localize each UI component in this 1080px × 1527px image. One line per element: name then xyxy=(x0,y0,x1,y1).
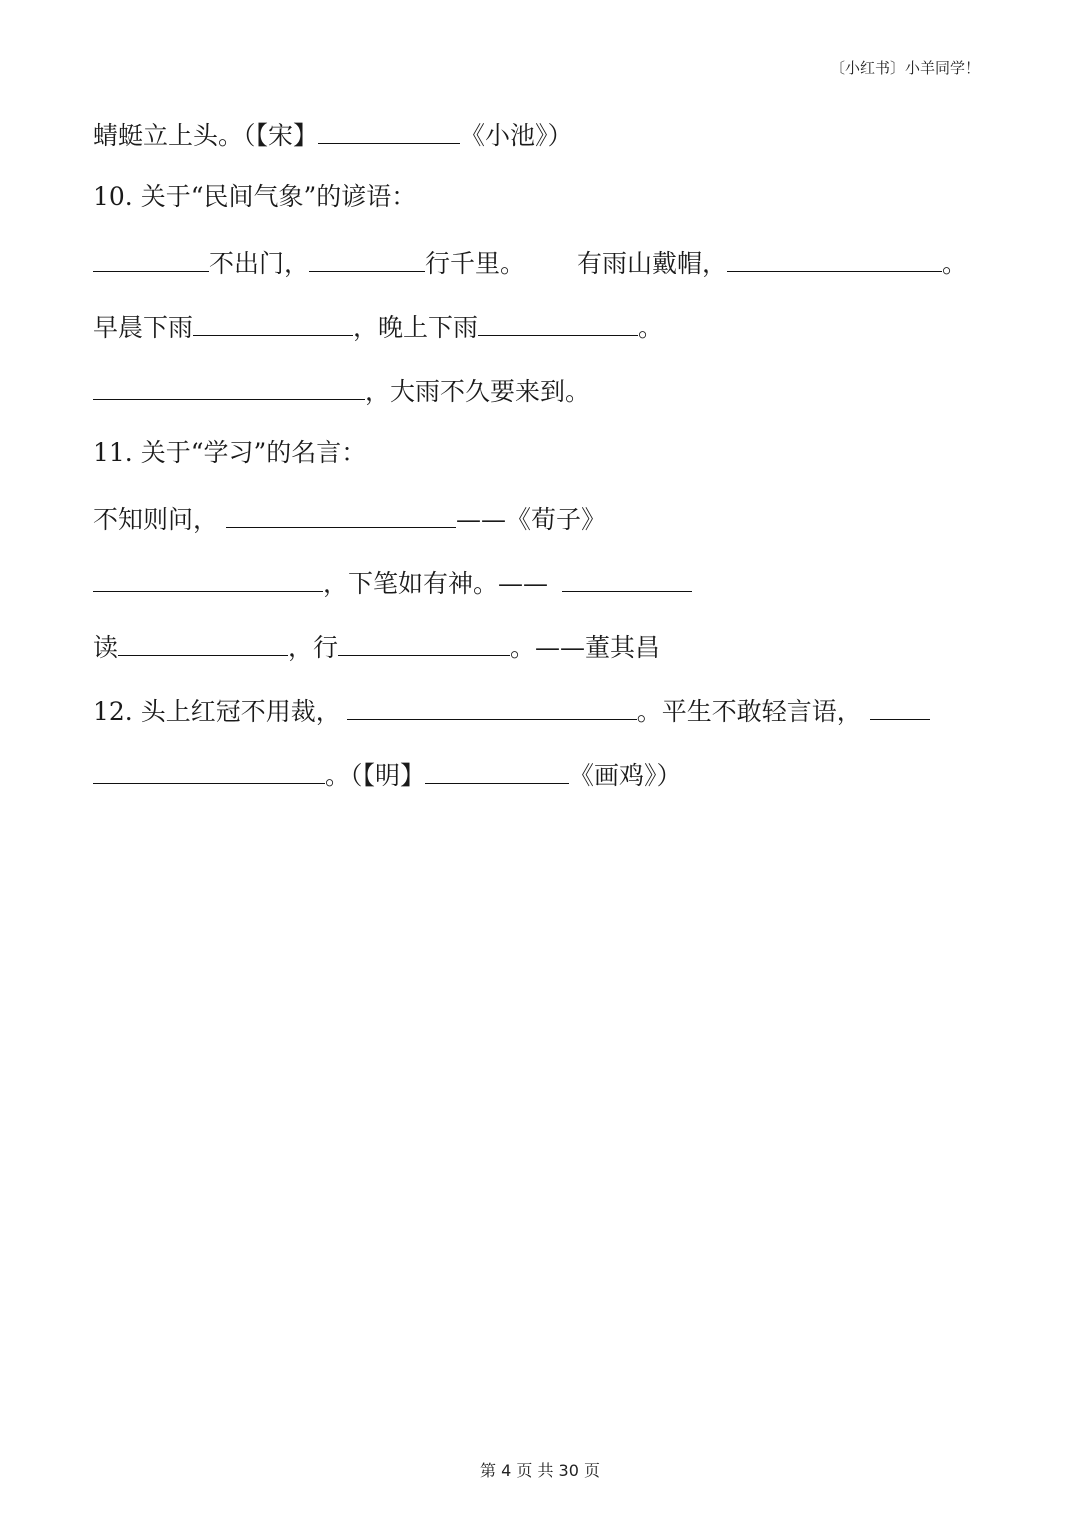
page-header-brand: 〔小红书〕小羊同学！ xyxy=(829,59,980,77)
answer-blank[interactable] xyxy=(226,497,456,528)
text-segment: 《小池》） xyxy=(460,121,573,150)
text-segment: 。——董其昌 xyxy=(510,633,661,662)
question-12-line xyxy=(93,689,930,729)
text-segment: ，大雨不久要来到。 xyxy=(365,377,591,406)
text-segment: 行千里。 xyxy=(425,249,526,278)
line-proverb-3 xyxy=(93,369,590,409)
answer-blank[interactable] xyxy=(425,753,569,784)
answer-blank[interactable] xyxy=(309,241,425,272)
line-quote-xunzi xyxy=(93,497,606,537)
text-segment: 蜻蜓立上头。（【宋】 xyxy=(93,121,319,150)
line-poem-xiaochi xyxy=(93,113,573,153)
answer-blank[interactable] xyxy=(347,689,637,720)
answer-blank[interactable] xyxy=(478,305,638,336)
question-heading: 10. 关于“民间气象”的谚语： xyxy=(93,182,417,211)
page-footer-number: 第 4 页 共 30 页 xyxy=(480,1461,600,1480)
text-segment: 不出门， xyxy=(209,249,310,278)
answer-blank[interactable] xyxy=(870,689,930,720)
text-segment: 。（【明】 xyxy=(325,761,426,790)
text-segment: ，下笔如有神。—— xyxy=(323,569,549,598)
text-segment: 。 xyxy=(638,313,664,342)
question-10-title xyxy=(93,177,416,217)
text-segment: 。 xyxy=(942,249,968,278)
text-segment: 不知则问， xyxy=(93,505,219,534)
text-segment: 12. 头上红冠不用裁， xyxy=(93,697,341,726)
answer-blank[interactable] xyxy=(93,561,323,592)
line-poem-huaji xyxy=(93,753,682,793)
text-segment: 《画鸡》） xyxy=(569,761,682,790)
line-proverb-2 xyxy=(93,305,663,345)
answer-blank[interactable] xyxy=(93,753,325,784)
text-segment: 读 xyxy=(93,633,119,662)
text-segment: ，晚上下雨 xyxy=(353,313,479,342)
text-segment: ——《荀子》 xyxy=(456,505,607,534)
question-heading: 11. 关于“学习”的名言： xyxy=(93,438,367,467)
answer-blank[interactable] xyxy=(93,241,209,272)
answer-blank[interactable] xyxy=(727,241,942,272)
question-11-title xyxy=(93,433,366,473)
answer-blank[interactable] xyxy=(562,561,692,592)
answer-blank[interactable] xyxy=(118,625,288,656)
answer-blank[interactable] xyxy=(93,369,365,400)
line-proverb-1 xyxy=(93,241,967,281)
text-segment: 有雨山戴帽， xyxy=(577,249,728,278)
text-segment: 。平生不敢轻言语， xyxy=(636,697,862,726)
text-segment: 早晨下雨 xyxy=(93,313,194,342)
text-segment: ，行 xyxy=(288,633,339,662)
answer-blank[interactable] xyxy=(318,113,460,144)
answer-blank[interactable] xyxy=(338,625,510,656)
line-quote-dufu xyxy=(93,561,692,601)
answer-blank[interactable] xyxy=(193,305,353,336)
line-quote-dongqichang xyxy=(93,625,660,665)
